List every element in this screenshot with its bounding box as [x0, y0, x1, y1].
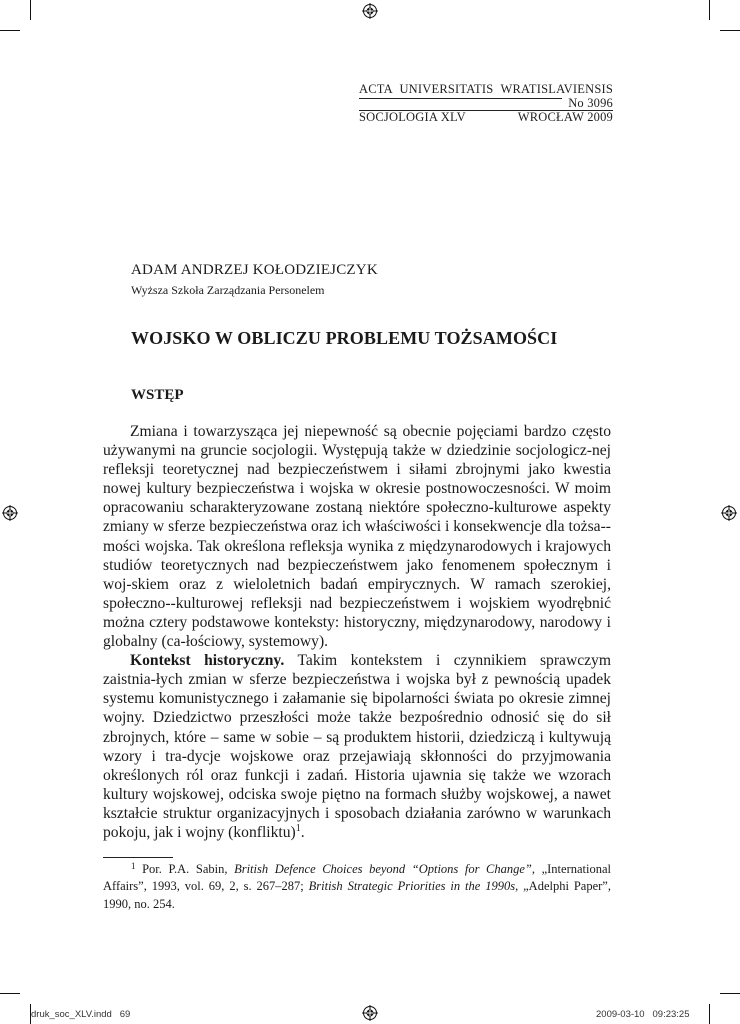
place-year: WROCŁAW 2009 — [517, 110, 613, 124]
author-name: ADAM ANDRZEJ KOŁODZIEJCZYK — [131, 262, 378, 278]
article-title: WOJSKO W OBLICZU PROBLEMU TOŻSAMOŚCI — [131, 328, 558, 348]
slug-file: druk_soc_XLV.indd 69 — [31, 1009, 131, 1020]
footnote-text: , „Adelphi Paper”, 1990, no. 254. — [103, 879, 611, 911]
crop-mark-bottom-right — [709, 1004, 710, 1024]
registration-mark-icon — [2, 505, 18, 521]
paragraph-text: Takim kontekstem i czynnikiem sprawczym zaistnia-łych zmian w sferze bezpieczeństwa i wojska był z pewnością upadek systemu komunistycznego i załamanie się bipolarności świata po okresie zimnej wojny. Dziedzictwo przeszłości może także bezpośrednio odnosić się do sił zbrojnych, które – same w sobie – są produktem historii, dziedziczą i kultywują wzory i tra-dycje wojskowe oraz przejawiają skłonności do przyjmowania określonych ról oraz funkcji i zadań. Historia ujawnia się także we wzorach kultury wojskowej, odciska swoje piętno na formach służby wojskowej, a nawet kształcie struktur organizacyjnych i sposobach działania zarówno w warunkach pokoju, jak i wojny (konfliktu) — [103, 652, 611, 841]
footnote-mark: 1 — [131, 861, 136, 871]
footnote-text: Por. P.A. Sabin, — [135, 862, 235, 876]
slug-timestamp: 2009-03-10 09:23:25 — [596, 1009, 690, 1020]
footnote-title: British Strategic Priorities in the 1990s — [308, 879, 516, 894]
paragraph-lead: Kontekst historyczny. — [130, 652, 285, 670]
series-name: SOCJOLOGIA XLV — [359, 110, 466, 124]
crop-mark-top-left — [30, 0, 31, 20]
crop-mark-top-right — [709, 0, 710, 20]
crop-mark-top-right-h — [720, 30, 740, 31]
crop-mark-bottom-right-h — [720, 993, 740, 994]
header-rule — [359, 98, 562, 99]
section-heading: WSTĘP — [131, 387, 184, 403]
author-affiliation: Wyższa Szkoła Zarządzania Personelem — [131, 283, 325, 297]
footnote-reference[interactable]: 1 — [295, 822, 301, 834]
footnote-title: British Defence Choices beyond “Options for Change” — [234, 862, 532, 876]
footnote-text: , „International Affairs”, 1993, vol. 69, 2, s. 267–287; — [103, 862, 611, 894]
paragraph — [103, 422, 611, 651]
crop-mark-top-left-h — [0, 30, 20, 31]
paragraph — [103, 651, 611, 842]
crop-mark-bottom-left-h — [0, 993, 20, 994]
journal-name: ACTA UNIVERSITATIS WRATISLAVIENSIS — [359, 82, 613, 96]
footnote — [103, 861, 611, 913]
footnote-rule — [103, 857, 173, 858]
registration-mark-icon — [721, 505, 737, 521]
issue-number: No 3096 — [568, 96, 613, 110]
body-text — [103, 422, 611, 842]
registration-mark-icon — [362, 3, 378, 19]
paragraph-text: Zmiana i towarzysząca jej niepewność są obecnie pojęciami bardzo często używanymi na gruncie socjologii. Występują także w dziedzinie socjologicz-nej refleksji teoretycznej nad bezpieczeństwem i siłami zbrojnymi jako kwestia nowej kultury bezpieczeństwa i wojska w okresie postnowoczesności. W moim opracowaniu scharakteryzowane zostaną niektóre społeczno-kulturowe aspekty zmiany w sferze bezpieczeństwa oraz ich właściwości i konsekwencje dla tożsa-mości wojska. Tak określona refleksja wynika z międzynarodowych i krajowych studiów teoretycznych nad bezpieczeństwem jako fenomenem społecznym i woj-skiem oraz z wieloletnich badań empirycznych. W ramach szerokiej, społeczno--kulturowej refleksji nad bezpieczeństwem i wojskiem wyodrębnić można cztery podstawowe konteksty: historyczny, międzynarodowy, narodowy i globalny (ca-łościowy, systemowy). — [103, 423, 611, 651]
registration-mark-icon — [362, 1005, 378, 1021]
paragraph-end: . — [300, 823, 305, 841]
